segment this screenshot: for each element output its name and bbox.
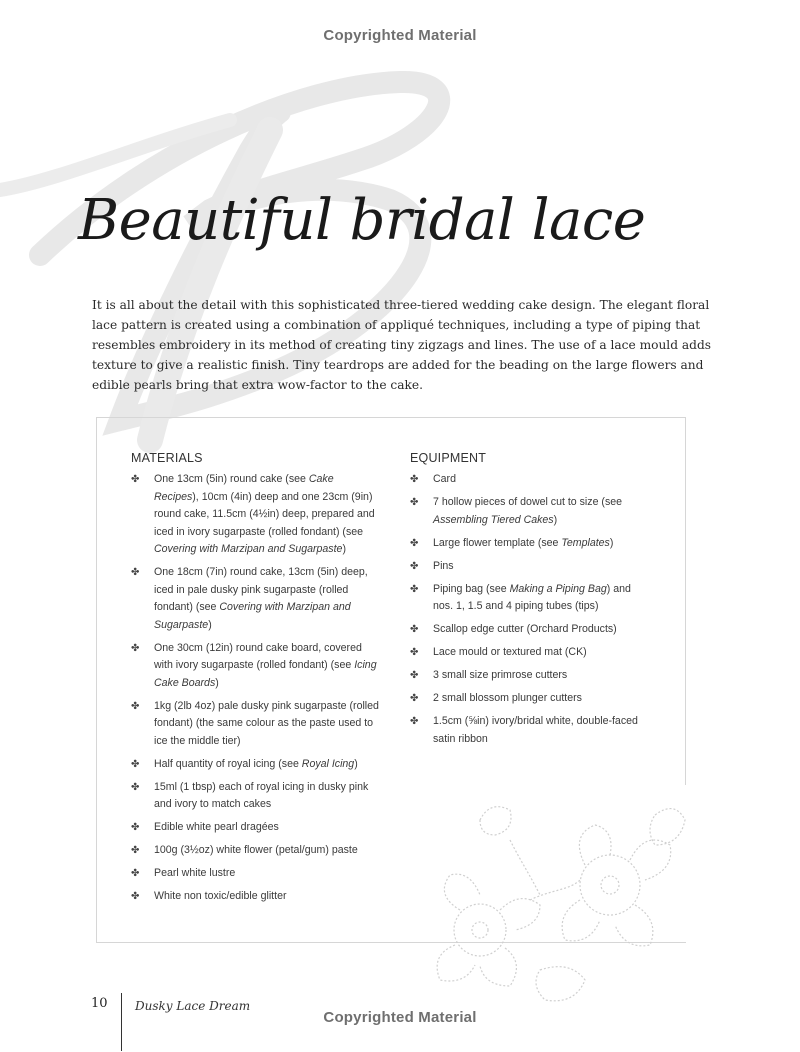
copyright-watermark-top: Copyrighted Material bbox=[323, 27, 477, 44]
equipment-item bbox=[410, 581, 650, 616]
copyright-watermark-bottom: Copyrighted Material bbox=[323, 1009, 477, 1026]
equipment-item-text: Large flower template (see Templates) bbox=[433, 536, 614, 549]
equipment-item bbox=[410, 690, 650, 708]
intro-paragraph: It is all about the detail with this sophisticated three-tiered wedding cake design. The elegant floral lace pattern is created using a combination of appliqué techniques, including a type of piping that resembles embroidery in its method of creating tiny zigzags and lines. The use of a lace mould adds texture to give a realistic finish. Tiny teardrops are added for the beading on the large flowers and edible pearls bring that extra wow-factor to the cake. bbox=[92, 298, 712, 392]
bullet-icon: ✤ bbox=[131, 822, 140, 833]
material-item bbox=[131, 819, 381, 837]
bullet-icon: ✤ bbox=[131, 758, 140, 770]
equipment-item bbox=[410, 621, 650, 639]
material-item bbox=[131, 865, 381, 883]
equipment-item-text: 7 hollow pieces of dowel cut to size (see Assembling Tiered Cakes) bbox=[433, 496, 623, 526]
material-item bbox=[131, 756, 381, 774]
bullet-icon: ✤ bbox=[410, 474, 419, 485]
material-item-text: One 13cm (5in) round cake (see Cake Recipes), 10cm (4in) deep and one 23cm (9in) round cake, 11.5cm (4½in) deep, prepared and iced in ivory sugarpaste (rolled fondant) (see Covering with Marzipan and Sugarpaste) bbox=[154, 473, 375, 555]
bullet-icon: ✤ bbox=[131, 474, 140, 485]
equipment-item bbox=[410, 535, 650, 553]
bullet-icon: ✤ bbox=[410, 670, 419, 681]
equipment-heading: EQUIPMENT bbox=[410, 451, 487, 465]
material-item-text: Half quantity of royal icing (see Royal Icing) bbox=[154, 757, 358, 770]
bullet-icon: ✤ bbox=[131, 642, 140, 654]
equipment-item bbox=[410, 471, 650, 489]
equipment-item bbox=[410, 667, 650, 685]
material-item-text: Pearl white lustre bbox=[154, 867, 236, 879]
equipment-item bbox=[410, 644, 650, 662]
materials-list bbox=[131, 471, 381, 906]
bullet-icon: ✤ bbox=[410, 624, 419, 635]
equipment-list bbox=[410, 471, 650, 748]
material-item-text: 15ml (1 tbsp) each of royal icing in dusky pink and ivory to match cakes bbox=[154, 780, 369, 810]
bullet-icon: ✤ bbox=[410, 716, 419, 727]
bullet-icon: ✤ bbox=[410, 583, 419, 595]
bullet-icon: ✤ bbox=[131, 567, 140, 578]
material-item bbox=[131, 779, 381, 814]
material-item bbox=[131, 640, 381, 693]
lace-flower-illustration bbox=[420, 780, 700, 1010]
equipment-item bbox=[410, 558, 650, 576]
box-right-border bbox=[685, 417, 686, 785]
equipment-column bbox=[410, 451, 650, 754]
bullet-icon: ✤ bbox=[410, 497, 419, 508]
decorative-initial-b bbox=[0, 40, 560, 480]
bullet-icon: ✤ bbox=[131, 891, 140, 902]
bullet-icon: ✤ bbox=[410, 537, 419, 549]
material-item bbox=[131, 471, 381, 559]
bullet-icon: ✤ bbox=[410, 560, 419, 572]
chapter-title: Dusky Lace Dream bbox=[135, 999, 251, 1013]
equipment-item-text: Piping bag (see Making a Piping Bag) and nos. 1, 1.5 and 4 piping tubes (tips) bbox=[433, 582, 631, 612]
bullet-icon: ✤ bbox=[131, 845, 140, 856]
material-item bbox=[131, 564, 381, 634]
material-item-text: 1kg (2lb 4oz) pale dusky pink sugarpaste (rolled fondant) (the same colour as the paste used to ice the middle tier) bbox=[154, 699, 379, 747]
bullet-icon: ✤ bbox=[131, 700, 140, 712]
page-title: Beautiful bridal lace bbox=[78, 188, 646, 253]
material-item bbox=[131, 698, 381, 751]
bullet-icon: ✤ bbox=[131, 781, 140, 793]
equipment-item bbox=[410, 494, 650, 529]
equipment-item-text: 2 small blossom plunger cutters bbox=[433, 692, 582, 704]
material-item-text: One 30cm (12in) round cake board, covered with ivory sugarpaste (rolled fondant) (see Icing Cake Boards) bbox=[154, 641, 377, 689]
equipment-item-text: Pins bbox=[433, 559, 454, 572]
material-item-text: 100g (3½oz) white flower (petal/gum) paste bbox=[154, 844, 358, 856]
equipment-item bbox=[410, 713, 650, 748]
bullet-icon: ✤ bbox=[410, 693, 419, 704]
materials-heading: MATERIALS bbox=[131, 451, 203, 465]
page-number: 10 bbox=[91, 996, 108, 1011]
material-item bbox=[131, 888, 381, 906]
bullet-icon: ✤ bbox=[131, 868, 140, 879]
equipment-item-text: Scallop edge cutter (Orchard Products) bbox=[433, 623, 617, 635]
equipment-item-text: 3 small size primrose cutters bbox=[433, 669, 568, 681]
equipment-item-text: Lace mould or textured mat (CK) bbox=[433, 646, 587, 658]
material-item-text: One 18cm (7in) round cake, 13cm (5in) deep, iced in pale dusky pink sugarpaste (rolled fondant) (see Covering with Marzipan and Sugarpaste) bbox=[154, 566, 368, 631]
materials-column bbox=[131, 451, 381, 911]
material-item-text: White non toxic/edible glitter bbox=[154, 890, 287, 902]
bullet-icon: ✤ bbox=[410, 647, 419, 658]
equipment-item-text: 1.5cm (⅝in) ivory/bridal white, double-faced satin ribbon bbox=[433, 715, 638, 745]
material-item-text: Edible white pearl dragées bbox=[154, 821, 279, 833]
material-item bbox=[131, 842, 381, 860]
equipment-item-text: Card bbox=[433, 473, 456, 485]
